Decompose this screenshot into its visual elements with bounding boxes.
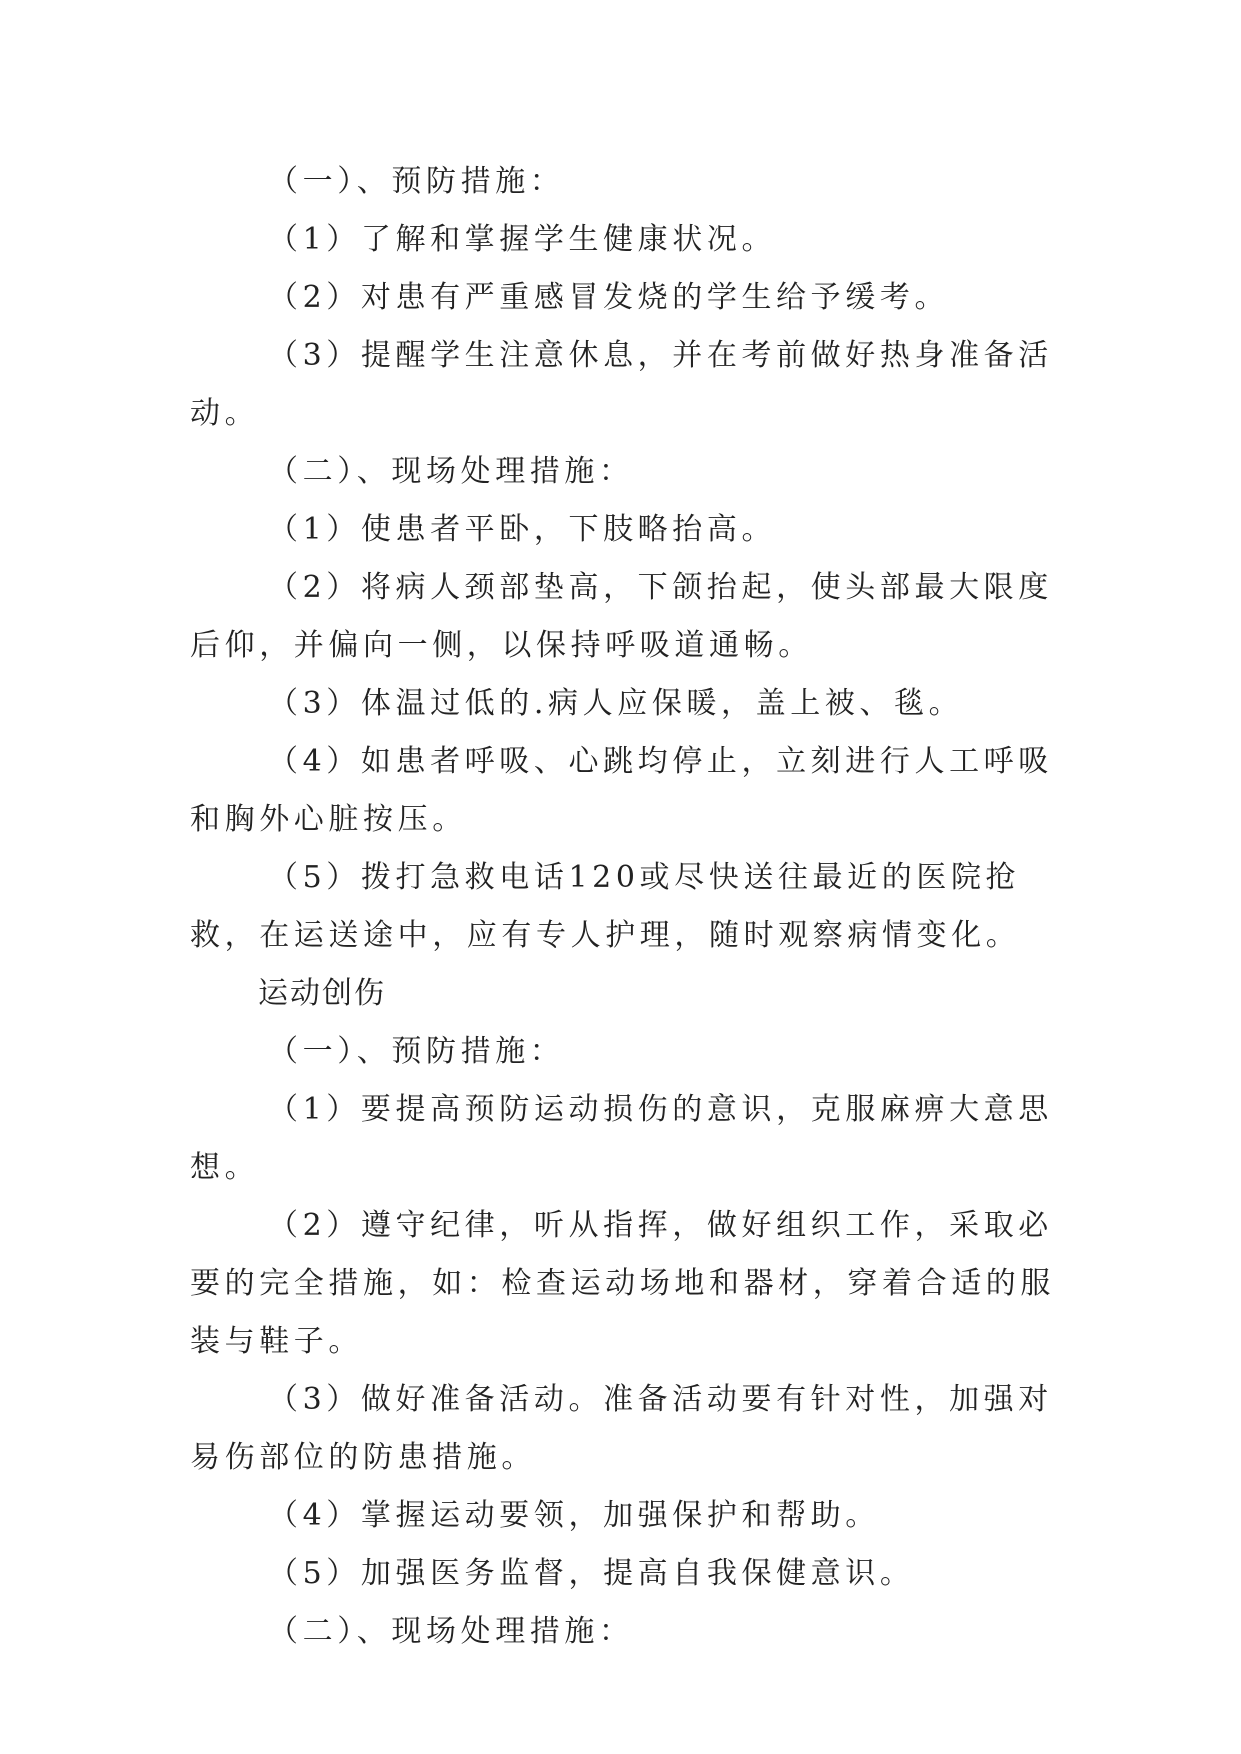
list-item: （5）加强医务监督，提高自我保健意识。 xyxy=(268,1556,915,1591)
section-heading-prevention: （一）、预防措施： xyxy=(268,164,565,199)
list-item: （2）遵守纪律，听从指挥，做好组织工作，采取必要的完全措施，如：检查运动场地和器材，穿着合适的服装与鞋子。 xyxy=(190,1208,1055,1359)
section-heading-onsite-treatment: （二）、现场处理措施： xyxy=(268,454,634,489)
list-item: （5）拨打急救电话120或尽快送往最近的医院抢救，在运送途中，应有专人护理，随时观察病情变化。 xyxy=(190,860,1021,953)
section-heading-onsite-treatment: （二）、现场处理措施： xyxy=(268,1614,634,1649)
section-heading-prevention: （一）、预防措施： xyxy=(268,1034,565,1069)
section-title-sports-injury: 运动创伤 xyxy=(258,976,386,1011)
list-item: （3）做好准备活动。准备活动要有针对性，加强对易伤部位的防患措施。 xyxy=(190,1382,1053,1475)
list-item: （1）要提高预防运动损伤的意识，克服麻痹大意思想。 xyxy=(190,1092,1053,1185)
list-item: （3）提醒学生注意休息，并在考前做好热身准备活动。 xyxy=(190,338,1053,431)
list-item: （1）使患者平卧，下肢略抬高。 xyxy=(268,512,777,547)
document-body xyxy=(190,153,1070,1661)
list-item: （2）对患有严重感冒发烧的学生给予缓考。 xyxy=(268,280,950,315)
list-item: （3）体温过低的.病人应保暖，盖上被、毯。 xyxy=(268,686,964,721)
list-item: （4）掌握运动要领，加强保护和帮助。 xyxy=(268,1498,880,1533)
list-item: （2）将病人颈部垫高，下颌抬起，使头部最大限度后仰，并偏向一侧，以保持呼吸道通畅。 xyxy=(190,570,1053,663)
list-item: （4）如患者呼吸、心跳均停止，立刻进行人工呼吸和胸外心脏按压。 xyxy=(190,744,1053,837)
list-item: （1）了解和掌握学生健康状况。 xyxy=(268,222,777,257)
